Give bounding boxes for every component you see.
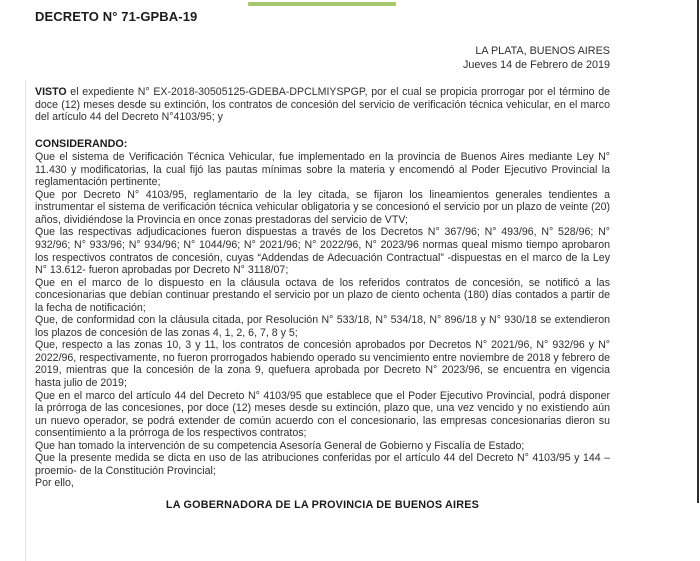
- considerando-paragraph: Que en el marco del artículo 44 del Decreto N° 4103/95 que establece que el Poder Ejecutivo Provincial, podrá disponer la prórroga de las concesiones, por doce (12) meses desde su extinción, plazo que, una vez vencido y no existiendo aún un nuevo operador, se podrá extender de común acuerdo con el concesionario, las empresas concesionarias dieron su consentimiento a la prórroga de los respectivos contratos;: [35, 389, 610, 440]
- considerando-paragraph: Que las respectivas adjudicaciones fueron dispuestas a través de los Decretos N° 367/96; N° 493/96, N° 528/96; N° 932/96; N° 933/96; N° 934/96; N° 1044/96; N° 2021/96; N° 2022/96, N° 2023/96 normas queal mismo tiempo aprobaron los respectivos contratos de concesión, cuyas “Addendas de Adecuación Contractual” -dispuestas en el marco de la Ley N° 13.612- fueron aprobadas por Decreto N° 3118/07;: [35, 226, 610, 277]
- considerando-paragraph: Que en el marco de lo dispuesto en la cláusula octava de los referidos contratos de concesión, se notificó a las concesionarias que debían continuar prestando el servicio por un plazo de ciento ochenta (180) días contados a partir de la fecha de notificación;: [35, 276, 610, 314]
- decree-content: [35, 10, 610, 512]
- considerando-paragraph: Que, de conformidad con la cláusula citada, por Resolución N° 533/18, N° 534/18, N° 896/18 y N° 930/18 se extendieron los plazos de concesión de las zonas 4, 1, 2, 6, 7, 8 y 5;: [35, 314, 610, 339]
- accent-bar: [248, 2, 396, 6]
- date-line: Jueves 14 de Febrero de 2019: [462, 58, 610, 71]
- signature-heading: LA GOBERNADORA DE LA PROVINCIA DE BUENOS AIRES: [165, 498, 480, 511]
- visto-text: el expediente N° EX-2018-30505125-GDEBA-DPCLMIYSPGP, por el cual se propicia prorrogar por el término de doce (12) meses desde su extinción, los contratos de concesión del servicio de verificación técnica vehicular, en el marco del artículo 44 del Decreto N°4103/95; y: [35, 86, 610, 124]
- decree-number-title: DECRETO N° 71-GPBA-19: [35, 9, 198, 24]
- considerando-paragraph: Que el sistema de Verificación Técnica Vehicular, fue implementado en la provincia de Buenos Aires mediante Ley N° 11.430 y modificatorias, la cual fijó las pautas mínimas sobre la materia y encomendó al Poder Ejecutivo Provincial la reglamentación pertinente;: [35, 151, 610, 189]
- por-ello-line: Por ello,: [35, 477, 74, 490]
- considerando-heading: CONSIDERANDO:: [35, 137, 128, 150]
- dateline-block: [35, 45, 610, 72]
- visto-label: VISTO: [35, 86, 67, 98]
- considerando-paragraph: Que la presente medida se dicta en uso de las atribuciones conferidas por el artículo 44 del Decreto N° 4103/95 y 144 – proemio- de la Constitución Provincial;: [35, 452, 610, 477]
- place-line: LA PLATA, BUENOS AIRES: [475, 45, 610, 57]
- visto-paragraph: [35, 86, 610, 124]
- window-right-border: [697, 0, 699, 503]
- considerando-paragraph: Que por Decreto N° 4103/95, reglamentario de la ley citada, se fijaron los lineamientos generales tendientes a instrumentar el sistema de verificación técnica vehicular obligatoria y se concesionó el servicio por un plazo de veinte (20) años, dividiéndose la Provincia en once zonas prestadoras del servicio de VTV;: [35, 188, 610, 226]
- column-guide-line: [25, 80, 26, 561]
- considerando-body: [35, 151, 610, 490]
- considerando-paragraph: Que han tomado la intervención de su competencia Asesoría General de Gobierno y Fiscalía de Estado;: [35, 439, 525, 452]
- considerando-paragraph: Que, respecto a las zonas 10, 3 y 11, los contratos de concesión aprobados por Decretos N° 2021/96, N° 932/96 y N° 2022/96, respectivamente, no fueron prorrogados habiendo operado su vencimiento entre noviembre de 2018 y febrero de 2019, mientras que la concesión de la zona 9, quefuera aprobada por Decreto N° 2023/96, se encuentra en vigencia hasta julio de 2019;: [35, 339, 610, 390]
